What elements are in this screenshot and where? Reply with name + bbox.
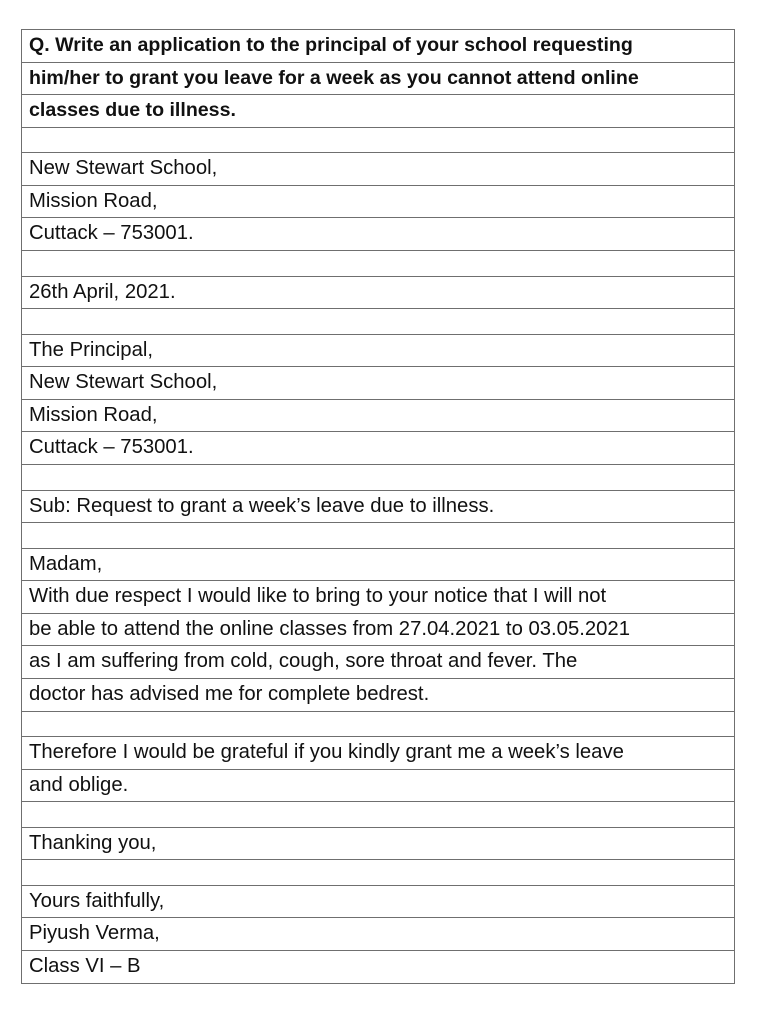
body-paragraph-1-line-4: doctor has advised me for complete bedrest. [22, 679, 734, 712]
blank-row [22, 465, 734, 491]
question-line-2: him/her to grant you leave for a week as you cannot attend online [22, 63, 734, 96]
letter-date: 26th April, 2021. [22, 277, 734, 310]
sender-class: Class VI – B [22, 951, 734, 984]
sender-school-name: New Stewart School, [22, 153, 734, 186]
subject-line: Sub: Request to grant a week’s leave due to illness. [22, 491, 734, 524]
recipient-title: The Principal, [22, 335, 734, 368]
blank-row [22, 309, 734, 335]
recipient-address-city: Cuttack – 753001. [22, 432, 734, 465]
body-paragraph-1-line-3: as I am suffering from cold, cough, sore throat and fever. The [22, 646, 734, 679]
recipient-school-name: New Stewart School, [22, 367, 734, 400]
closing-thanks: Thanking you, [22, 828, 734, 861]
sender-name: Piyush Verma, [22, 918, 734, 951]
blank-row [22, 712, 734, 738]
sender-address-road: Mission Road, [22, 186, 734, 219]
blank-row [22, 523, 734, 549]
complimentary-close: Yours faithfully, [22, 886, 734, 919]
salutation: Madam, [22, 549, 734, 582]
question-line-3: classes due to illness. [22, 95, 734, 128]
application-letter-table [21, 29, 735, 984]
recipient-address-road: Mission Road, [22, 400, 734, 433]
body-paragraph-2-line-1: Therefore I would be grateful if you kindly grant me a week’s leave [22, 737, 734, 770]
question-line-1: Q. Write an application to the principal of your school requesting [22, 30, 734, 63]
body-paragraph-1-line-2: be able to attend the online classes from 27.04.2021 to 03.05.2021 [22, 614, 734, 647]
blank-row [22, 860, 734, 886]
sender-address-city: Cuttack – 753001. [22, 218, 734, 251]
body-paragraph-1-line-1: With due respect I would like to bring to your notice that I will not [22, 581, 734, 614]
blank-row [22, 802, 734, 828]
blank-row [22, 251, 734, 277]
body-paragraph-2-line-2: and oblige. [22, 770, 734, 803]
blank-row [22, 128, 734, 154]
